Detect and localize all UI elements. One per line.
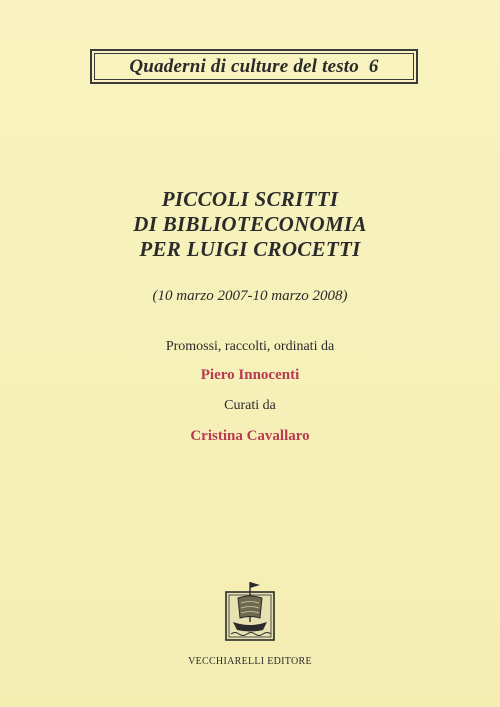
book-title <box>0 187 500 262</box>
ship-emblem-icon <box>222 578 278 642</box>
series-box <box>90 49 418 84</box>
title-line-2: DI BIBLIOTECONOMIA <box>133 212 367 236</box>
series-title <box>92 56 416 78</box>
promoted-by-label: Promossi, raccolti, ordinati da <box>165 339 335 354</box>
publisher-name: VECCHIARELLI EDITORE <box>188 656 312 667</box>
curated-by-label: Curati da <box>224 398 276 413</box>
series-number: 6 <box>368 56 379 77</box>
series-name: Quaderni di culture del testo <box>129 56 359 77</box>
promoter-name: Piero Innocenti <box>200 367 300 383</box>
title-line-3: PER LUIGI CROCETTI <box>139 237 361 261</box>
title-line-1: PICCOLI SCRITTI <box>161 187 339 211</box>
curator-name: Cristina Cavallaro <box>190 428 310 444</box>
book-dates: (10 marzo 2007-10 marzo 2008) <box>152 288 348 304</box>
